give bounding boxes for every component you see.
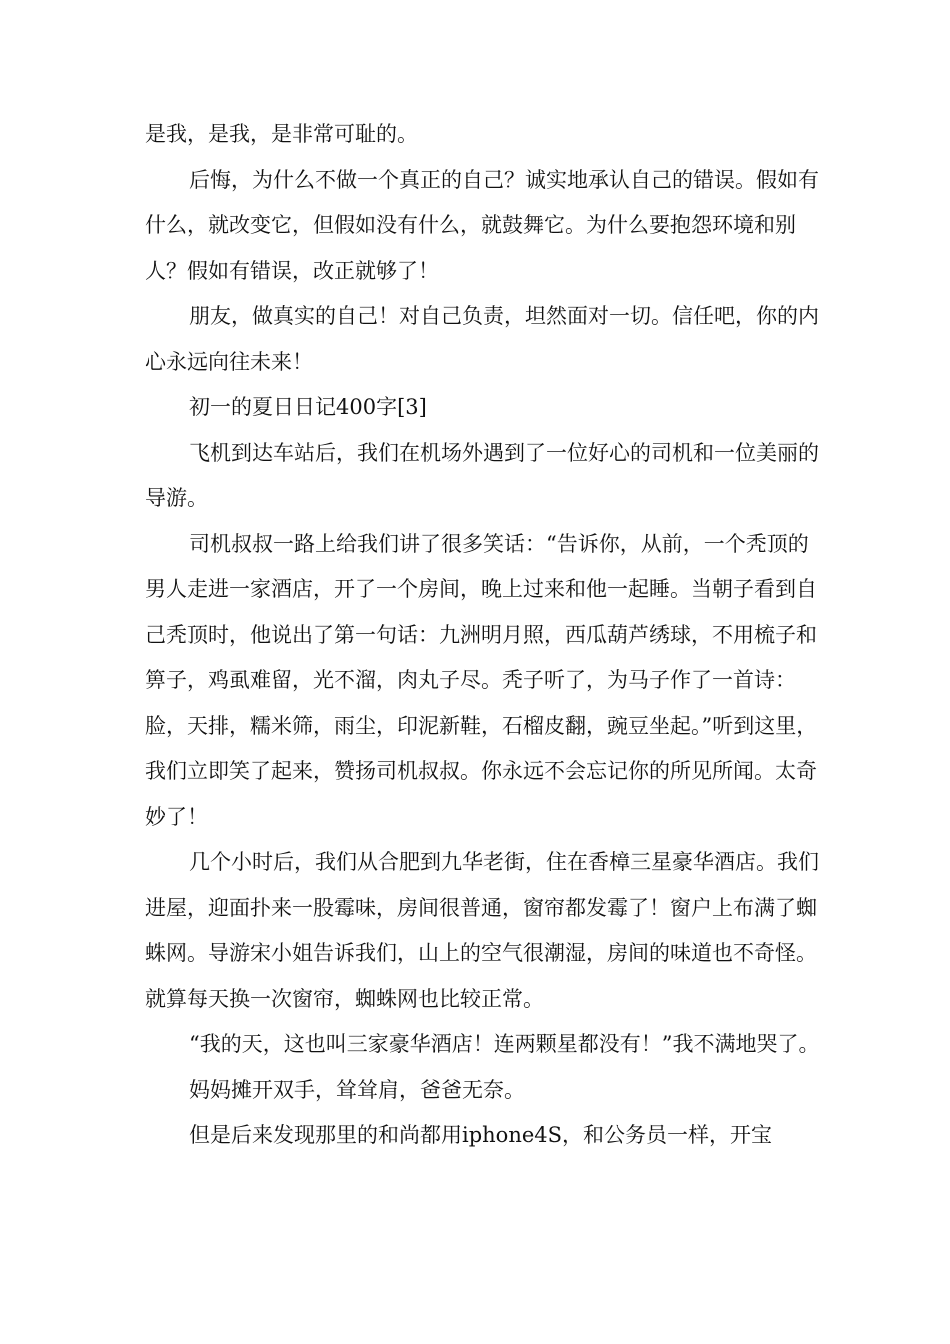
paragraph-2: 后悔，为什么不做一个真正的自己？诚实地承认自己的错误。假如有什么，就改变它，但假如没有什么，就鼓舞它。为什么要抱怨环境和别人？假如有错误，改正就够了！ bbox=[145, 167, 819, 283]
paragraph-1: 是我，是我，是非常可耻的。 bbox=[145, 122, 418, 146]
paragraph-6: 几个小时后，我们从合肥到九华老街，住在香樟三星豪华酒店。我们进屋，迎面扑来一股霉味，房间很普通，窗帘都发霉了！窗户上布满了蜘蛛网。导游宋小姐告诉我们，山上的空气很潮湿，房间的味道也不奇怪。就算每天换一次窗帘，蜘蛛网也比较正常。 bbox=[145, 850, 819, 1011]
paragraph-4: 飞机到达车站后，我们在机场外遇到了一位好心的司机和一位美丽的导游。 bbox=[145, 440, 819, 510]
paragraph-7: “我的天，这也叫三家豪华酒店！连两颗星都没有！”我不满地哭了。 bbox=[189, 1032, 820, 1056]
paragraph-5: 司机叔叔一路上给我们讲了很多笑话：“告诉你，从前，一个秃顶的男人走进一家酒店，开了一个房间，晚上过来和他一起睡。当朝子看到自己秃顶时，他说出了第一句话：九洲明月照，西瓜葫芦绣球，不用梳子和箅子，鸡虱难留，光不溜，肉丸子尽。秃子听了，为马子作了一首诗：脸，天排，糯米筛，雨尘，印泥新鞋，石榴皮翻，豌豆坐起。”听到这里，我们立即笑了起来，赞扬司机叔叔。你永远不会忘记你的所见所闻。太奇妙了！ bbox=[145, 531, 818, 829]
section-heading: 初一的夏日日记400字[3] bbox=[189, 395, 427, 419]
paragraph-3: 朋友，做真实的自己！对自己负责，坦然面对一切。信任吧，你的内心永远向往未来！ bbox=[145, 304, 819, 374]
paragraph-9: 但是后来发现那里的和尚都用iphone4S，和公务员一样，开宝 bbox=[189, 1123, 773, 1147]
paragraph-8: 妈妈摊开双手，耸耸肩，爸爸无奈。 bbox=[189, 1077, 525, 1102]
document-body bbox=[145, 112, 825, 1159]
